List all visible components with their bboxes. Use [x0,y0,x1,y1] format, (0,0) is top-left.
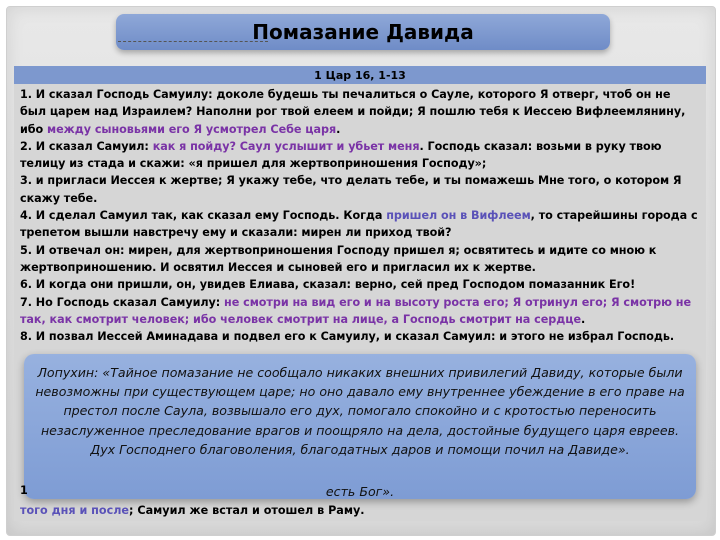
verse-4 [20,207,700,242]
commentary-text: Лопухин: «Тайное помазание не сообщало никаких внешних привилегий Давиду, которые были невозможны при существующем царе; но оно давало ему внутреннее убеждение в его праве на престол после Саула, возвышало его дух, помогало спокойно и с кротостью переносить незаслуженное преследование врагов и поощряло на дела, достойные будущего царя евреев. Дух Господнего благоволения, благодатных даров и помощи почил на Давиде». [35,365,685,457]
verse-text: 4. И сделал Самуил так, как сказал ему Господь. Когда [20,209,387,223]
hidden-verse-number: 1 [20,484,28,497]
verse-8 [20,328,700,345]
verse-13-tail [20,503,700,519]
verse-text: ; Самуил же встал и отошел в Раму. [129,504,365,517]
verse-text: 5. И отвечал он: мирен, для жертвоприношения Господу пришел я; освятитесь и идите со мною к жертвоприношению. И освятил Иессея и сыновей его и пригласил их к жертве. [20,243,657,274]
verse-text: . [581,312,586,326]
verse-1 [20,86,700,138]
verse-text: 2. И сказал Самуил: [20,139,153,153]
verse-text: 6. И когда они пришли, он, увидев Елиава, сказал: верно, сей пред Господом помазанник Его! [20,278,636,292]
title-text: Помазание Давида [252,20,474,44]
verse-highlight: пришел он в Вифлеем [386,209,531,223]
verse-text: . Господь сказал: возьми в руку твою телицу из стада и скажи: «я пришел для жертвоприношения Господу»; [20,139,662,171]
verse-list [20,86,700,345]
commentary-tail: есть Бог». [325,484,395,499]
verse-6 [20,276,700,293]
verse-highlight: между сыновьями его Я усмотрел Себе царя [47,122,337,136]
verse-2 [20,138,700,173]
verse-highlight: не смотри на вид его и на высоту роста его; Я отринул его; Я смотрю не так, как смотрит человек; ибо человек смотрит на лице, а Господь смотрит на сердце [20,295,691,326]
verse-text: , то старейшины города с трепетом вышли навстречу ему и сказали: мирен ли приход твой? [20,209,698,240]
title-underline [118,41,268,42]
verse-text: 3. и пригласи Иессея к жертве; Я укажу тебе, что делать тебе, и ты помажешь Мне того, о котором Я скажу тебе. [20,174,682,205]
verse-highlight: как я пойду? Саул услышит и убьет меня [152,139,420,153]
page-title [116,14,610,50]
verse-text: 1. И сказал Господь Самуилу: доколе будешь ты печалиться о Сауле, которого Я отверг, чтоб он не был царем над Израилем? Наполни рог твой елеем и пойди; Я пошлю тебя к Иессею Вифлеемлянину, ибо [20,88,686,136]
verse-highlight: того дня и после [20,504,130,517]
verse-5 [20,242,700,277]
verse-text: 8. И позвал Иессей Аминадава и подвел его к Самуилу, и сказал Самуил: и этого не избрал Господь. [20,330,675,344]
reference-text: 1 Цар 16, 1-13 [314,68,406,82]
reference-bar [14,66,706,84]
verse-text: 7. Но Господь сказал Самуилу: [20,295,225,309]
verse-3 [20,172,700,207]
verse-7 [20,294,700,329]
verse-text: . [336,122,341,136]
